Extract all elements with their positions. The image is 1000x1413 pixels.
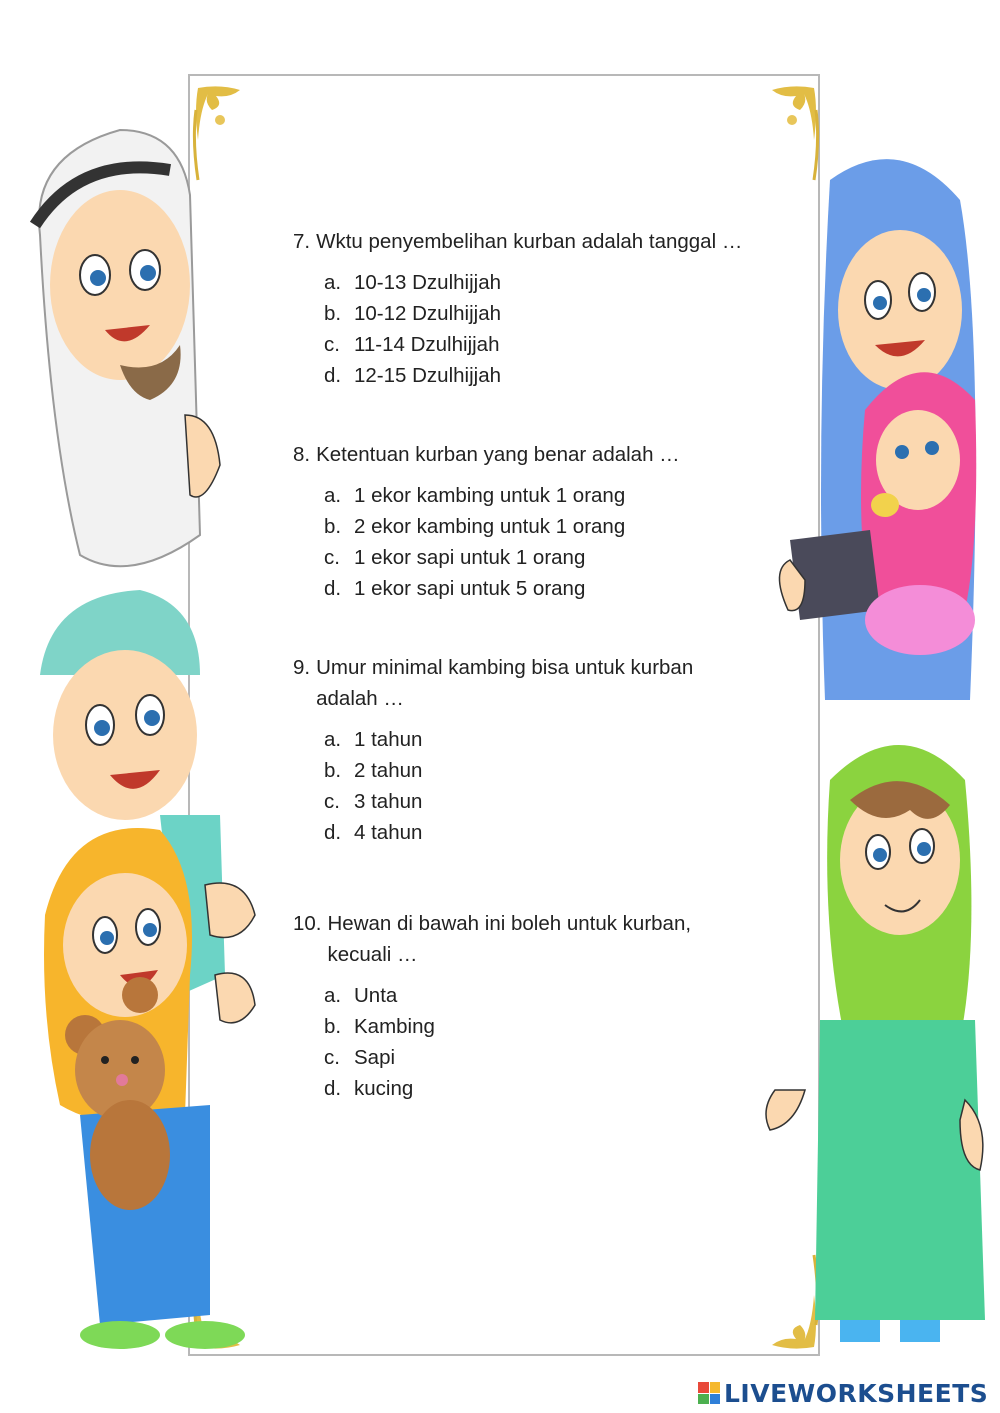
option-b[interactable]: [324, 298, 763, 329]
option-text: 12-15 Dzulhijjah: [354, 364, 502, 387]
option-d[interactable]: [324, 573, 763, 604]
question-9: [293, 652, 723, 848]
options-list: [324, 980, 723, 1104]
question-number: 8.: [293, 443, 311, 466]
option-c[interactable]: [324, 1042, 723, 1073]
option-letter: a.: [324, 271, 342, 294]
option-text: 10-13 Dzulhijjah: [354, 271, 502, 294]
option-b[interactable]: [324, 511, 763, 542]
option-letter: a.: [324, 984, 342, 1007]
option-letter: d.: [324, 1077, 342, 1100]
kids-left-illustration: [10, 115, 260, 1365]
option-letter: c.: [324, 790, 340, 813]
option-letter: c.: [324, 546, 340, 569]
option-letter: c.: [324, 333, 340, 356]
question-text: Umur minimal kambing bisa untuk kurban adalah …: [316, 656, 694, 710]
option-text: 3 tahun: [354, 790, 423, 813]
option-text: 2 tahun: [354, 759, 423, 782]
option-letter: a.: [324, 728, 342, 751]
option-text: kucing: [354, 1077, 414, 1100]
question-7: [293, 226, 763, 391]
option-letter: d.: [324, 577, 342, 600]
option-letter: d.: [324, 364, 342, 387]
option-letter: b.: [324, 302, 342, 325]
option-c[interactable]: [324, 329, 763, 360]
option-text: Sapi: [354, 1046, 396, 1069]
option-text: 10-12 Dzulhijjah: [354, 302, 502, 325]
option-letter: a.: [324, 484, 342, 507]
logo-grid-icon: [698, 1382, 720, 1404]
logo-text: LIVEWORKSHEETS: [724, 1378, 989, 1408]
question-number: 7.: [293, 230, 311, 253]
question-number: 9.: [293, 656, 311, 679]
option-d[interactable]: [324, 360, 763, 391]
option-text: Kambing: [354, 1015, 435, 1038]
option-d[interactable]: [324, 817, 723, 848]
question-8: [293, 439, 763, 604]
option-c[interactable]: [324, 786, 723, 817]
option-text: 1 tahun: [354, 728, 423, 751]
option-a[interactable]: [324, 267, 763, 298]
option-b[interactable]: [324, 755, 723, 786]
option-text: 1 ekor sapi untuk 5 orang: [354, 577, 586, 600]
options-list: [324, 267, 763, 391]
option-c[interactable]: [324, 542, 763, 573]
option-text: 2 ekor kambing untuk 1 orang: [354, 515, 626, 538]
option-b[interactable]: [324, 1011, 723, 1042]
liveworksheets-logo[interactable]: [698, 1378, 988, 1408]
option-d[interactable]: [324, 1073, 723, 1104]
option-text: Unta: [354, 984, 398, 1007]
question-text: Hewan di bawah ini boleh untuk kurban, kecuali …: [327, 912, 692, 966]
option-text: 11-14 Dzulhijjah: [354, 333, 500, 356]
option-text: 4 tahun: [354, 821, 423, 844]
kids-right-illustration: [760, 140, 995, 1360]
option-letter: c.: [324, 1046, 340, 1069]
option-letter: b.: [324, 1015, 342, 1038]
option-letter: b.: [324, 759, 342, 782]
question-10: [293, 908, 723, 1104]
option-letter: b.: [324, 515, 342, 538]
question-text: Ketentuan kurban yang benar adalah …: [316, 443, 680, 466]
options-list: [324, 724, 723, 848]
option-text: 1 ekor sapi untuk 1 orang: [354, 546, 586, 569]
option-a[interactable]: [324, 980, 723, 1011]
option-a[interactable]: [324, 480, 763, 511]
question-text: Wktu penyembelihan kurban adalah tanggal …: [316, 230, 743, 253]
option-text: 1 ekor kambing untuk 1 orang: [354, 484, 626, 507]
option-a[interactable]: [324, 724, 723, 755]
option-letter: d.: [324, 821, 342, 844]
question-number: 10.: [293, 912, 322, 935]
options-list: [324, 480, 763, 604]
